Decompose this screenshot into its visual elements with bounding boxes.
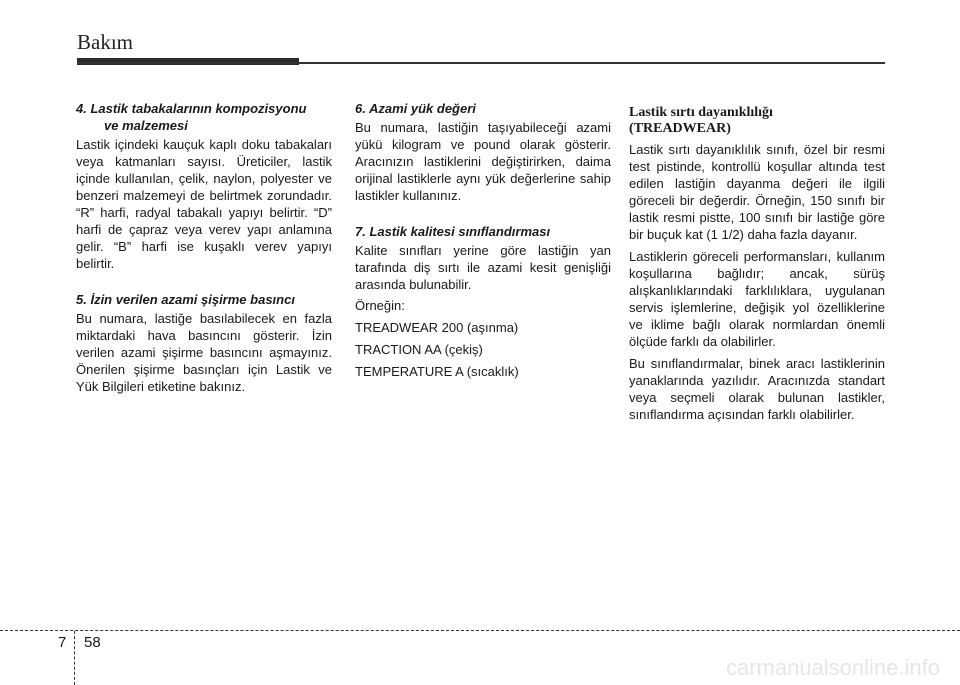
column-3	[629, 100, 885, 432]
section-5-heading: 5. İzin verilen azami şişirme basıncı	[76, 292, 295, 307]
footer-crop-divider	[74, 631, 75, 685]
watermark: carmanualsonline.info	[725, 655, 940, 680]
treadwear-heading	[629, 105, 885, 137]
section-4-heading-line2: ve malzemesi	[104, 118, 188, 133]
treadwear-paragraph-1: Lastik sırtı dayanıklılık sınıfı, özel bir resmi test pistinde, kontrollü koşullar altında test edilen lastiğin dayanma değeri ile ilgili göreceli bir değerdir. Örneğin, 150 sınıfı bir lastik resmi pistte, 100 sınıfı bir lastiğe göre bir buçuk kat (1 1/2) daha fazla dayanır.	[629, 142, 885, 242]
section-6-body: Bu numara, lastiğin taşıyabileceği azami yükü kilogram ve pound olarak gösterir. Aracınızın lastiklerini değiştirirken, daima orijinal lastiklerle aynı yük değerlerine sahip lastikler kullanınız.	[355, 120, 611, 203]
section-7-heading: 7. Lastik kalitesi sınıflandırması	[355, 224, 551, 239]
section-4-heading	[76, 100, 332, 134]
section-4-heading-line1: 4. Lastik tabakalarının kompozisyonu	[76, 101, 307, 116]
section-4-body: Lastik içindeki kauçuk kaplı doku tabakaları veya katmanları sayısı. Üreticiler, lastik içinde kullanılan, çelik, naylon, polyester ve benzeri malzemeyi de belirtmek zorundadır. “R” harfi, radyal tabakalı yapıyı belirtir. “D” harfi de çapraz veya verev yapı anlamına gelir. “B” harfi ise kuşaklı verev yapıyı belirtir.	[76, 137, 332, 271]
example-temperature: TEMPERATURE A (sıcaklık)	[355, 364, 519, 379]
treadwear-heading-line1: Lastik sırtı dayanıklılığı	[629, 105, 773, 120]
chapter-number: 7	[58, 634, 67, 651]
column-2	[355, 100, 611, 381]
treadwear-heading-line2: (TREADWEAR)	[629, 121, 731, 136]
section-6-heading: 6. Azami yük değeri	[355, 101, 476, 116]
page-header-title: Bakım	[77, 30, 133, 54]
page-number: 58	[84, 634, 101, 651]
section-7-body: Kalite sınıfları yerine göre lastiğin yan tarafında diş sırtı ile azami kesit genişliği arasında bulunabilir.	[355, 243, 611, 292]
footer-crop-line	[0, 630, 960, 631]
example-label: Örneğin:	[355, 298, 405, 313]
treadwear-paragraph-3: Bu sınıflandırmalar, binek aracı lastiklerinin yanaklarında yazılıdır. Aracınızda standart veya seçmeli olarak bulunan lastikler, sınıflandırma açısından farklı olabilirler.	[629, 356, 885, 422]
example-traction: TRACTION AA (çekiş)	[355, 342, 483, 357]
example-treadwear: TREADWEAR 200 (aşınma)	[355, 320, 519, 335]
treadwear-paragraph-2: Lastiklerin göreceli performansları, kullanım koşullarına bağlıdır; ancak, sürüş alışkanlıklarındaki farklılıklara, uygulanan servis işlemlerine, değişik yol özelliklerine ve iklime bağlı olarak normlardan önemli ölçüde farklı da olabilirler.	[629, 249, 885, 349]
column-1	[76, 100, 332, 404]
section-5-body: Bu numara, lastiğe basılabilecek en fazla miktardaki hava basıncını gösterir. İzin verilen azami şişirme basıncını aşmayınız. Önerilen şişirme basınçları için Lastik ve Yük Bilgileri etiketine bakınız.	[76, 311, 332, 394]
header-thin-rule	[77, 62, 885, 64]
